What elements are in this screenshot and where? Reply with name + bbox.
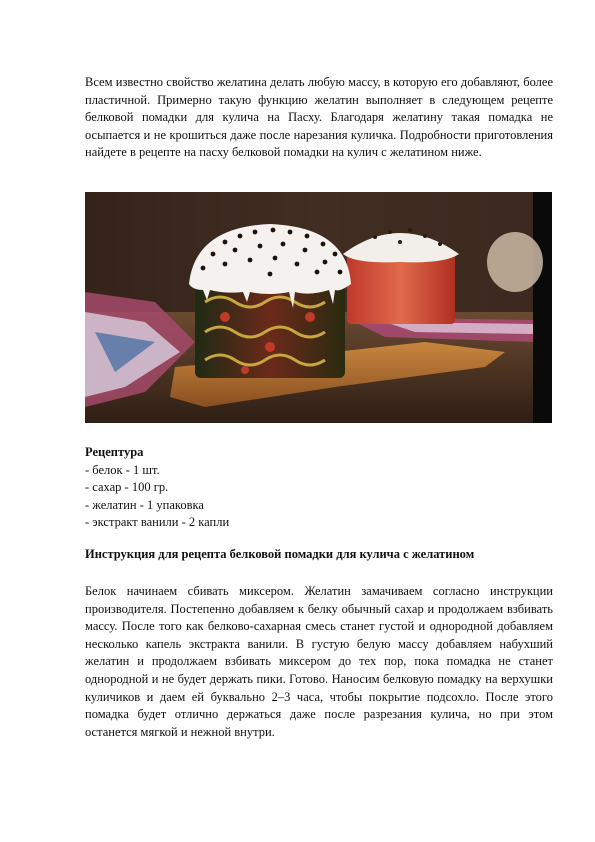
list-item: - экстракт ванили - 2 капли bbox=[85, 515, 230, 530]
recipe-section bbox=[85, 444, 553, 532]
instructions-title: Инструкция для рецепта белковой помадки для кулича с желатином bbox=[85, 547, 475, 561]
intro-paragraph: Всем известно свойство желатина делать любую массу, в которую его добавляют, более пластичной. Примерно такую функцию желатин выполняет в следующем рецепте белковой помадки для кулича на Пасху. Благодаря желатину такая помадка не осыпается и не крошиться даже после нарезания куличка. Подробности приготовления найдете в рецепте на пасху белковой помадки на кулич с желатином ниже. bbox=[85, 75, 553, 160]
list-item: - желатин - 1 упаковка bbox=[85, 497, 204, 512]
ingredient-list bbox=[85, 462, 553, 532]
list-item: - сахар - 100 гр. bbox=[85, 480, 169, 495]
instructions-paragraph: Белок начинаем сбивать миксером. Желатин замачиваем согласно инструкции производителя. Постепенно добавляем к белку обычный сахар и продолжаем взбивать массу. После того как белково-сахарная смесь станет густой и однородной добавляем несколько капель экстракта ванили. В густую белую массу добавляем набухший желатин и продолжаем взбивать миксером до тех пор, пока помадка не станет однородной и не будет держать пики. Готово. Наносим белковую помадку на верхушки куличиков и даем ей буквально 2–3 часа, чтобы покрытие подсохло. После этого помадка будет отлично держаться даже после разрезания кулича, но при этом останется мягкой и нежной внутри. bbox=[85, 584, 553, 739]
list-item: - белок - 1 шт. bbox=[85, 462, 160, 477]
intro-block bbox=[85, 74, 553, 162]
kulich-photo bbox=[85, 192, 552, 423]
recipe-title: Рецептура bbox=[85, 445, 144, 459]
instructions-block bbox=[85, 583, 553, 741]
